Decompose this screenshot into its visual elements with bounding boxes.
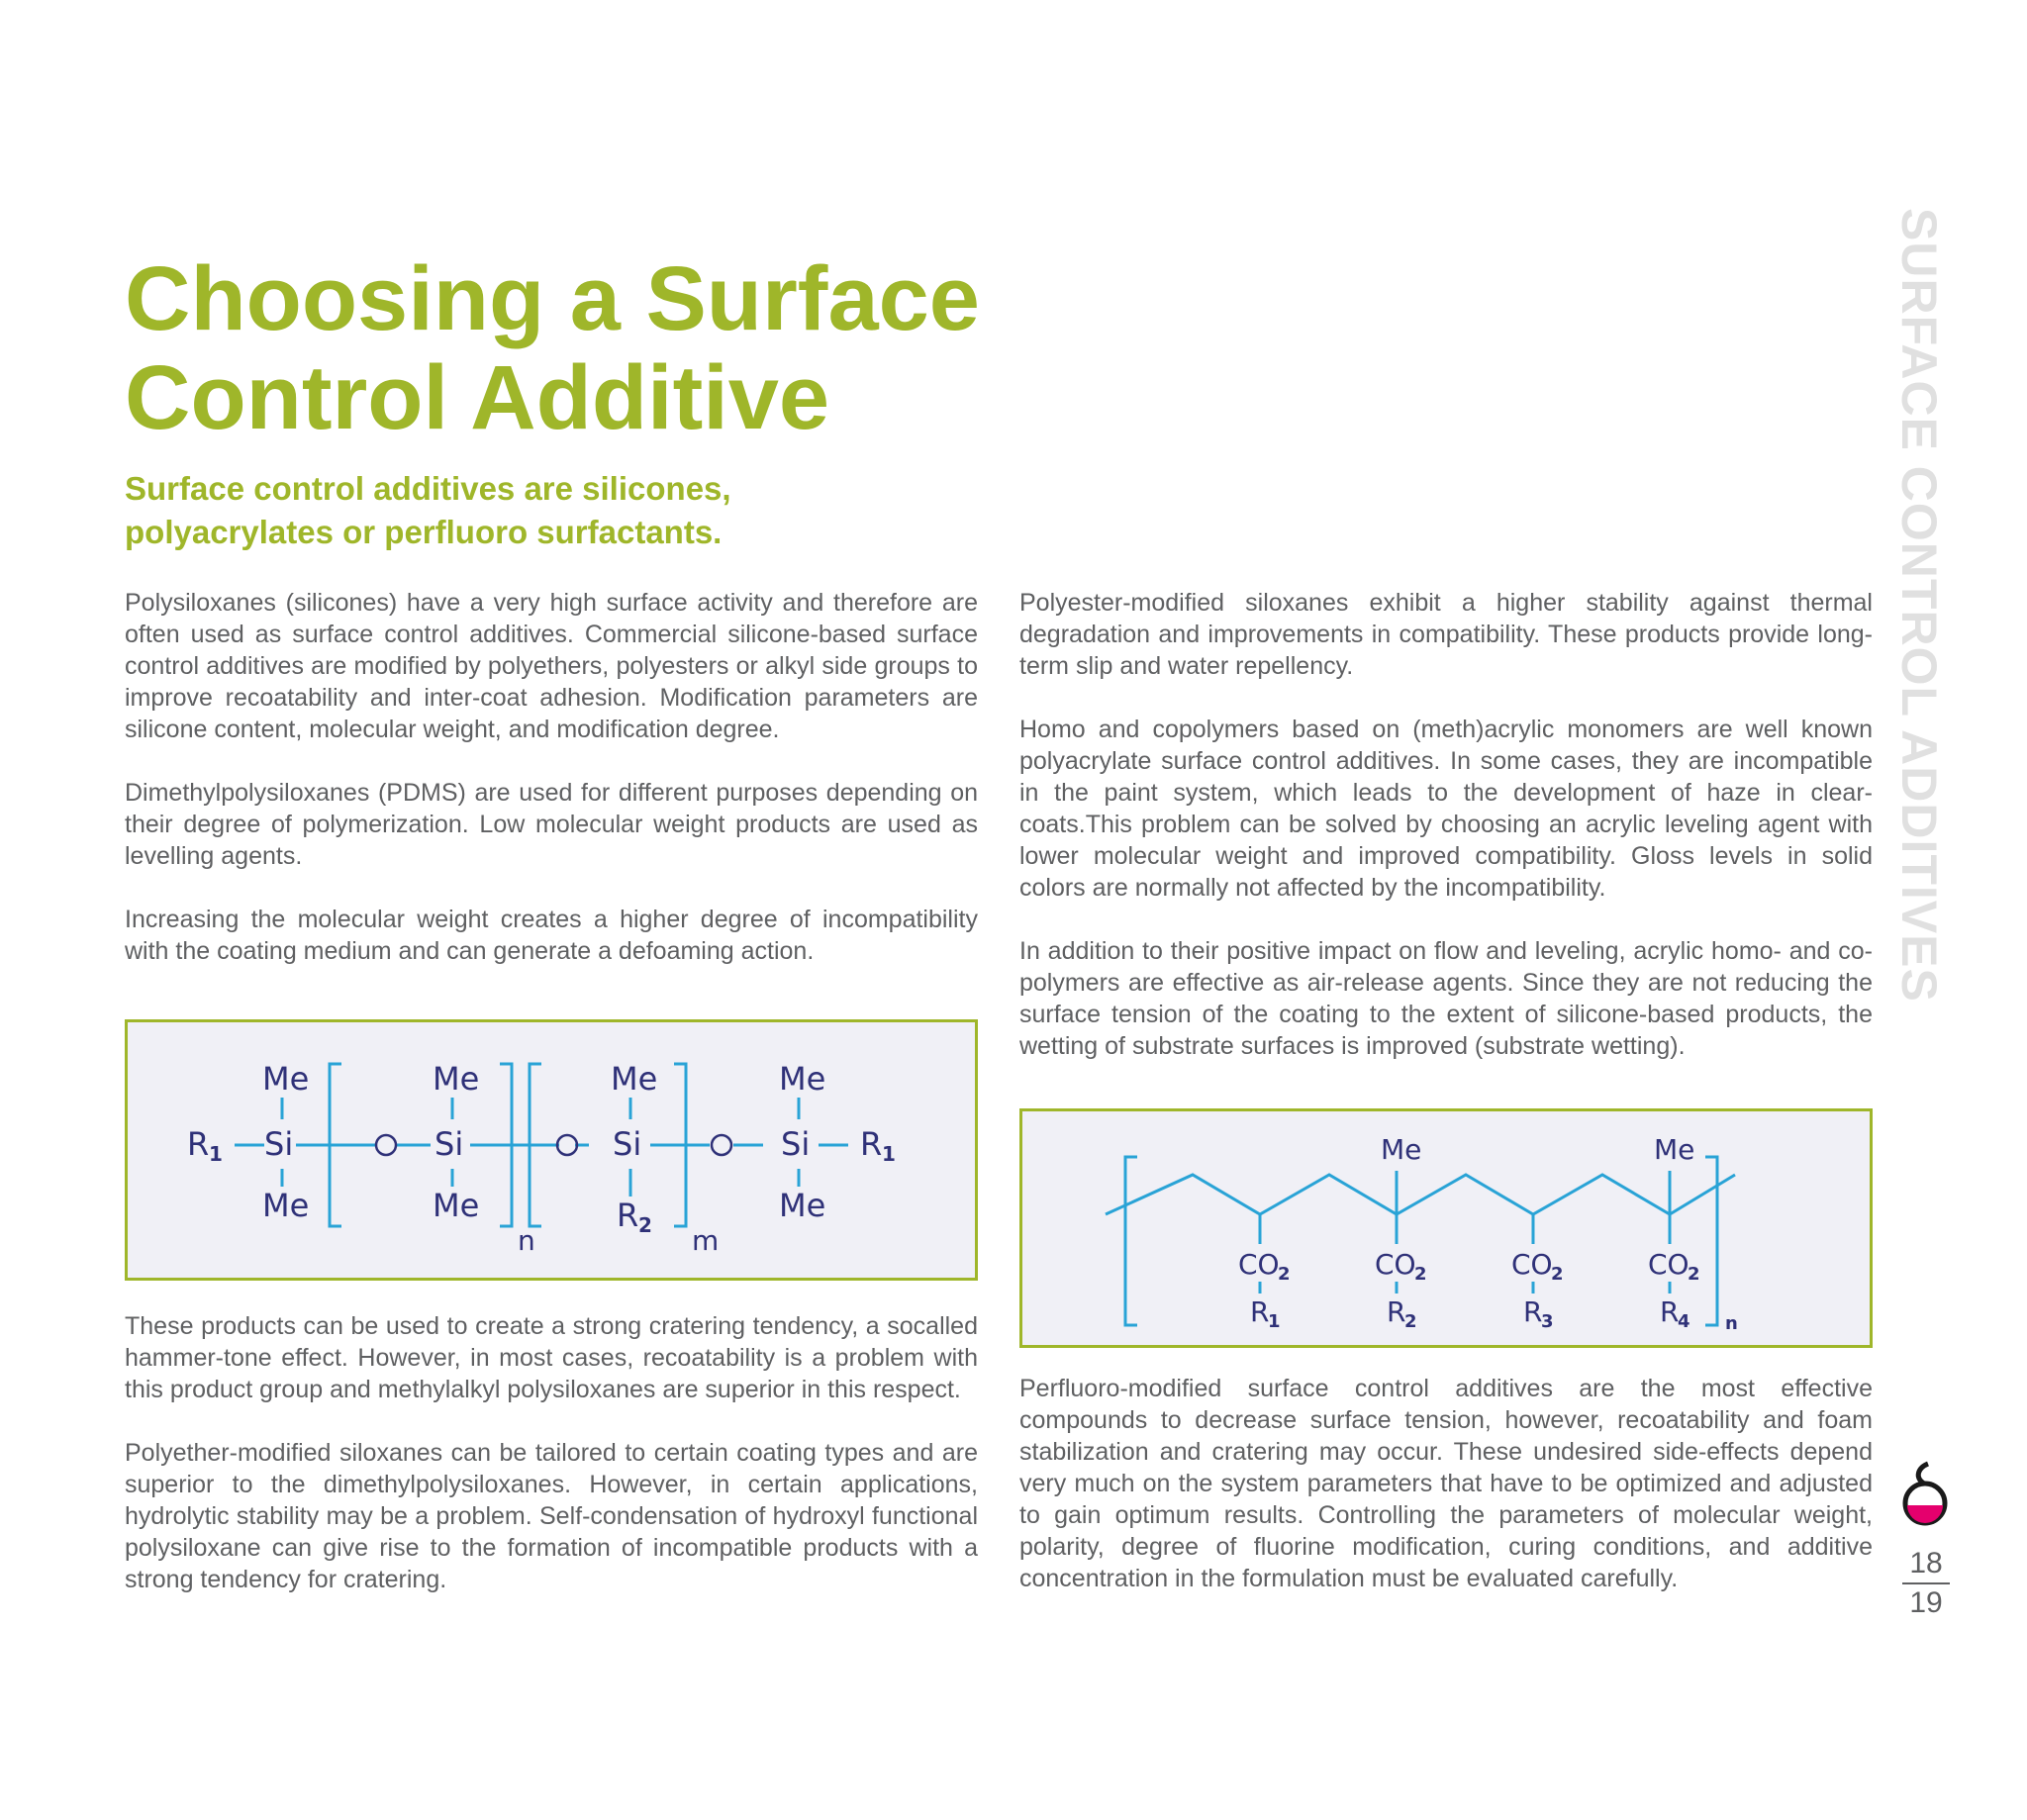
drop-logo-icon — [1900, 1460, 1950, 1529]
left-column-bottom — [125, 1310, 978, 1627]
page-subtitle: Surface control additives are silicones, polyacrylates or perfluoro surfactants. — [125, 470, 731, 550]
me-label: Me — [1381, 1133, 1422, 1166]
si-label: Si — [613, 1125, 642, 1163]
r-label: R — [617, 1197, 639, 1234]
page-numbers — [1898, 1547, 1954, 1620]
n-label: n — [518, 1224, 535, 1257]
page-title: Choosing a Surface Control Additive — [125, 248, 980, 448]
paragraph: In addition to their positive impact on flow and leveling, acrylic homo- and co-polymers are effective as air-release agents. Since they are not reducing the surface tension of the coating to the extent of silicone-based products, the wetting of substrate surfaces is improved (substrate wetting). — [1019, 937, 1873, 1060]
sub-label: 2 — [1551, 1264, 1564, 1285]
paragraph: Increasing the molecular weight creates a higher degree of incompatibility with the coating medium and can generate a defoaming action. — [125, 906, 978, 965]
co-label: CO — [1238, 1248, 1280, 1281]
page-number-divider — [1902, 1582, 1950, 1584]
sub-label: 1 — [209, 1142, 223, 1166]
m-label: m — [692, 1224, 720, 1257]
sub-label: 2 — [638, 1213, 652, 1237]
page-number-left: 18 — [1909, 1547, 1943, 1580]
paragraph: Dimethylpolysiloxanes (PDMS) are used for different purposes depending on their degree of polymerization. Low molecular weight products are used as levelling agents. — [125, 779, 978, 870]
me-label: Me — [433, 1187, 480, 1224]
section-side-title-text: SURFACE CONTROL ADDITIVES — [1891, 208, 1947, 1003]
me-label: Me — [1654, 1133, 1695, 1166]
sub-label: 4 — [1678, 1311, 1690, 1332]
co-label: CO — [1648, 1248, 1689, 1281]
r-label: R — [1523, 1295, 1543, 1328]
me-label: Me — [433, 1060, 480, 1098]
page-number-right: 19 — [1909, 1586, 1943, 1619]
me-label: Me — [611, 1060, 658, 1098]
paragraph: These products can be used to create a strong cratering tendency, a socalled hammer-tone effect. However, in most cases, recoatability is a problem with this product group and methylalkyl polysiloxanes are superior in this respect. — [125, 1312, 978, 1403]
si-label: Si — [434, 1125, 464, 1163]
left-column-top — [125, 587, 978, 999]
right-column-bottom — [1019, 1373, 1873, 1626]
paragraph: Polysiloxanes (silicones) have a very high surface activity and therefore are often used as surface control additives. Commercial silicone-based surface control additives are modified by polyethers, polyesters or alkyl side groups to improve recoatability and inter-coat adhesion. Modification parameters are silicone content, molecular weight, and modification degree. — [125, 589, 978, 743]
r-label: R — [187, 1125, 210, 1163]
si-label: Si — [781, 1125, 811, 1163]
me-label: Me — [262, 1060, 310, 1098]
n-label: n — [1725, 1313, 1738, 1334]
siloxane-structure-figure — [125, 1019, 978, 1281]
sub-label: 1 — [1268, 1311, 1281, 1332]
me-label: Me — [779, 1060, 826, 1098]
r-label: R — [1250, 1295, 1270, 1328]
sub-label: 2 — [1688, 1264, 1700, 1285]
sub-label: 2 — [1278, 1264, 1291, 1285]
sub-label: 1 — [882, 1142, 896, 1166]
sub-label: 3 — [1541, 1311, 1554, 1332]
co-label: CO — [1375, 1248, 1416, 1281]
polyacrylate-structure-figure — [1019, 1108, 1873, 1348]
r-label: R — [860, 1125, 883, 1163]
paragraph: Homo and copolymers based on (meth)acrylic monomers are well known polyacrylate surface control additives. In some cases, they are incompatible in the paint system, which leads to the development of haze in clear-coats.This problem can be solved by choosing an acrylic leveling agent with lower molecular weight and improved compatibility. Gloss levels in solid colors are normally not affected by the incompatibility. — [1019, 716, 1873, 902]
paragraph: Polyester-modified siloxanes exhibit a higher stability against thermal degradation and improvements in compatibility. These products provide long-term slip and water repellency. — [1019, 589, 1873, 680]
si-label: Si — [264, 1125, 294, 1163]
paragraph: Polyether-modified siloxanes can be tailored to certain coating types and are superior to the dimethylpolysiloxanes. However, in certain applications, hydrolytic stability may be a problem. Self-condensation of hydroxyl functional polysiloxane can give rise to the formation of incompatible products with a strong tendency for cratering. — [125, 1439, 978, 1593]
r-label: R — [1660, 1295, 1680, 1328]
me-label: Me — [262, 1187, 310, 1224]
me-label: Me — [779, 1187, 826, 1224]
co-label: CO — [1511, 1248, 1553, 1281]
r-label: R — [1387, 1295, 1406, 1328]
right-column-top — [1019, 587, 1873, 1094]
sub-label: 2 — [1414, 1264, 1427, 1285]
sub-label: 2 — [1404, 1311, 1417, 1332]
paragraph: Perfluoro-modified surface control additives are the most effective compounds to decrease surface tension, however, recoatability and foam stabilization and cratering may occur. These undesired side-effects depend very much on the system parameters that have to be optimized and adjusted to gain optimum results. Controlling the parameters of molecular weight, polarity, degree of fluorine modification, curing conditions, and additive concentration in the formulation must be evaluated carefully. — [1019, 1375, 1873, 1592]
section-side-title — [1890, 208, 1950, 1019]
